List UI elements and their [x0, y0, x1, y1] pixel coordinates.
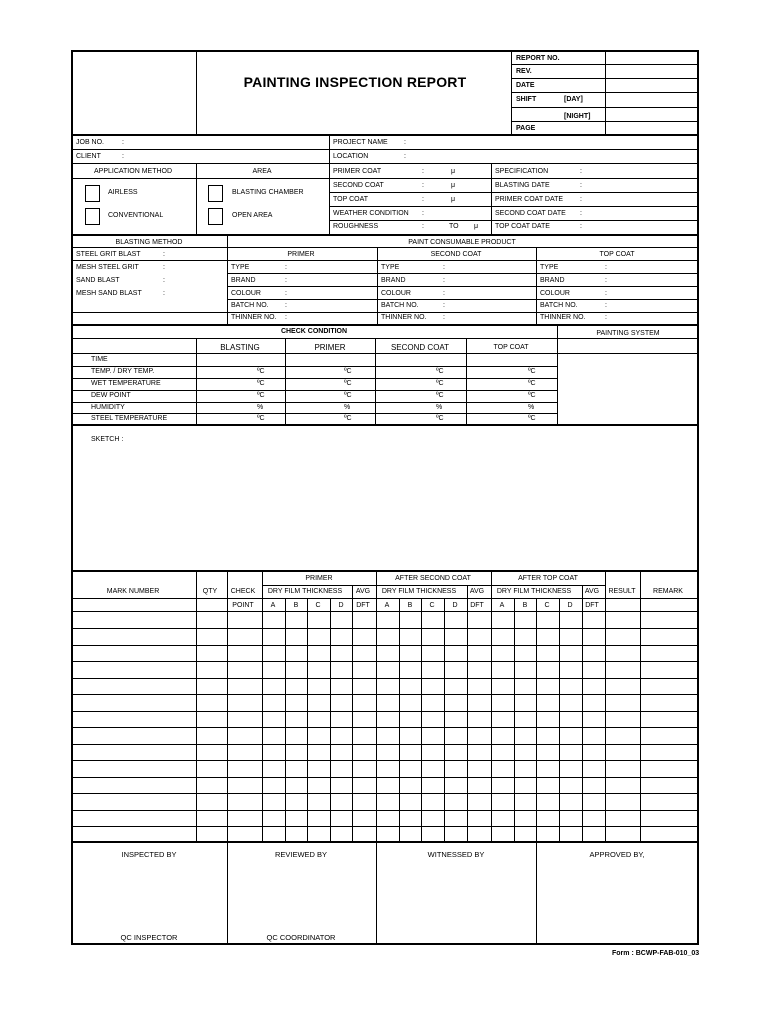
dft-label: DFT: [356, 602, 370, 609]
grid-line: [399, 599, 400, 841]
grid-line: [285, 599, 286, 841]
sketch-label: SKETCH :: [91, 436, 124, 443]
remark-header: REMARK: [653, 588, 683, 595]
check-unit: ºC: [528, 415, 536, 422]
paint-top-coat-header: TOP COAT: [599, 251, 635, 258]
grid-line: [559, 599, 560, 841]
open-area-label: OPEN AREA: [232, 212, 273, 219]
dft-after-top-header: AFTER TOP COAT: [518, 575, 578, 582]
date-label: DATE: [516, 82, 535, 89]
qty-header: QTY: [202, 588, 218, 595]
conventional-checkbox[interactable]: [85, 208, 100, 225]
row-line: [72, 402, 558, 403]
table-row: [72, 645, 698, 646]
colon: :: [285, 277, 287, 284]
top-type-label: TYPE: [540, 264, 559, 271]
mesh-steel-grit-label: MESH STEEL GRIT: [76, 264, 139, 271]
check-header: CHECK: [230, 588, 256, 595]
grid-line: [491, 571, 492, 841]
grid-line: [536, 599, 537, 841]
row-line: [72, 378, 558, 379]
check-unit: ºC: [528, 392, 536, 399]
colon: :: [580, 210, 582, 217]
blasting-method-header: BLASTING METHOD: [115, 239, 183, 246]
primer-thinner-label: THINNER NO.: [231, 314, 277, 321]
check-unit: %: [344, 404, 351, 411]
primer-batch-label: BATCH NO.: [231, 302, 269, 309]
colon: :: [285, 290, 287, 297]
check-unit: ºC: [436, 368, 444, 375]
grid-line: [640, 571, 641, 841]
primer-brand-label: BRAND: [231, 277, 256, 284]
check-unit: ºC: [344, 380, 352, 387]
check-unit: ºC: [257, 368, 265, 375]
colon: :: [580, 223, 582, 230]
project-name-label: PROJECT NAME: [333, 139, 388, 146]
check-unit: ºC: [257, 380, 265, 387]
dft-col-b: B: [293, 602, 299, 609]
colon: :: [580, 168, 582, 175]
colon: :: [422, 168, 424, 175]
colon: :: [443, 277, 445, 284]
dft-label: DFT: [585, 602, 599, 609]
top-coat-label: TOP COAT: [333, 196, 369, 203]
conventional-label: CONVENTIONAL: [108, 212, 164, 219]
inspected-by-label: INSPECTED BY: [121, 850, 177, 859]
second-type-label: TYPE: [381, 264, 400, 271]
table-row: [72, 711, 698, 712]
mesh-sand-blast-label: MESH SAND BLAST: [76, 290, 142, 297]
check-row-label: WET TEMPERATURE: [91, 380, 161, 387]
primer-coat-date-label: PRIMER COAT DATE: [495, 196, 564, 203]
colon: :: [443, 314, 445, 321]
grid-line: [421, 599, 422, 841]
colon: :: [605, 302, 607, 309]
colon: :: [163, 251, 165, 258]
location-label: LOCATION: [333, 153, 369, 160]
dft-col-c: C: [315, 602, 321, 609]
second-avg-header: AVG: [469, 588, 485, 595]
colon: :: [580, 196, 582, 203]
check-row-label: HUMIDITY: [91, 404, 125, 411]
mark-number-header: MARK NUMBER: [106, 588, 160, 595]
report-no-label: REPORT NO.: [516, 55, 560, 62]
colon: :: [580, 182, 582, 189]
paint-consumable-header: PAINT CONSUMABLE PRODUCT: [408, 239, 516, 246]
grid-line: [605, 571, 606, 841]
top-dft-header: DRY FILM THICKNESS: [496, 588, 572, 595]
colon: :: [422, 223, 424, 230]
colon: :: [443, 264, 445, 271]
shift-day: [DAY]: [564, 96, 583, 103]
dft-col-d: D: [567, 602, 573, 609]
check-row-label: STEEL TEMPERATURE: [91, 415, 168, 422]
form-title: PAINTING INSPECTION REPORT: [243, 74, 467, 90]
grid-line: [444, 599, 445, 841]
colon: :: [605, 264, 607, 271]
check-row-label: TIME: [91, 356, 108, 363]
top-colour-label: COLOUR: [540, 290, 570, 297]
dft-col-c: C: [544, 602, 550, 609]
colon: :: [443, 290, 445, 297]
check-blasting-header: BLASTING: [220, 343, 260, 352]
row-line: [72, 413, 558, 414]
check-unit: ºC: [257, 415, 265, 422]
blasting-chamber-checkbox[interactable]: [208, 185, 223, 202]
check-row-label: TEMP. / DRY TEMP.: [91, 368, 155, 375]
grid-line: [582, 586, 583, 841]
check-unit: ºC: [528, 380, 536, 387]
top-avg-header: AVG: [584, 588, 600, 595]
check-unit: ºC: [344, 392, 352, 399]
grid-line: [227, 571, 228, 841]
table-row: [72, 760, 698, 761]
table-row: [72, 628, 698, 629]
second-coat-date-label: SECOND COAT DATE: [495, 210, 566, 217]
witnessed-by-label: WITNESSED BY: [427, 850, 485, 859]
border-bottom: [71, 943, 699, 945]
table-row: [72, 744, 698, 745]
micron-unit: μ: [451, 168, 456, 175]
dft-col-a: A: [499, 602, 505, 609]
colon: :: [422, 182, 424, 189]
grid-line: [467, 586, 468, 841]
colon: :: [605, 277, 607, 284]
table-row: [72, 678, 698, 679]
dft-col-d: D: [338, 602, 344, 609]
table-row: [72, 810, 698, 811]
steel-grit-blast-label: STEEL GRIT BLAST: [76, 251, 141, 258]
check-top-coat-header: TOP COAT: [493, 344, 529, 351]
blasting-chamber-label: BLASTING CHAMBER: [232, 189, 304, 196]
painting-system-header: PAINTING SYSTEM: [596, 330, 660, 337]
colon: :: [285, 264, 287, 271]
dft-col-b: B: [407, 602, 413, 609]
result-header: RESULT: [608, 588, 636, 595]
shift-night: [NIGHT]: [564, 113, 591, 120]
open-area-checkbox[interactable]: [208, 208, 223, 225]
blasting-date-label: BLASTING DATE: [495, 182, 550, 189]
rev-label: REV.: [516, 68, 532, 75]
dft-label: DFT: [470, 602, 484, 609]
specification-label: SPECIFICATION: [495, 168, 549, 175]
dft-primer-header: PRIMER: [305, 575, 333, 582]
top-batch-label: BATCH NO.: [540, 302, 578, 309]
table-row: [72, 694, 698, 695]
check-row-label: DEW POINT: [91, 392, 131, 399]
second-thinner-label: THINNER NO.: [381, 314, 427, 321]
grid-line: [514, 599, 515, 841]
airless-checkbox[interactable]: [85, 185, 100, 202]
grid-line: [376, 571, 377, 841]
colon: :: [422, 196, 424, 203]
check-unit: %: [528, 404, 535, 411]
micron-unit: μ: [451, 196, 456, 203]
row-line: [72, 366, 558, 367]
roughness-label: ROUGHNESS: [333, 223, 379, 230]
check-primer-header: PRIMER: [314, 343, 346, 352]
shift-label: SHIFT: [516, 96, 537, 103]
colon: :: [605, 314, 607, 321]
table-row: [72, 793, 698, 794]
colon: :: [122, 153, 124, 160]
client-label: CLIENT: [76, 153, 101, 160]
second-brand-label: BRAND: [381, 277, 406, 284]
dft-col-b: B: [522, 602, 528, 609]
check-unit: ºC: [344, 415, 352, 422]
grid-line: [352, 586, 353, 841]
top-coat-date-label: TOP COAT DATE: [495, 223, 550, 230]
table-row: [72, 661, 698, 662]
check-unit: %: [257, 404, 264, 411]
area-header: AREA: [252, 168, 272, 175]
check-unit: ºC: [344, 368, 352, 375]
colon: :: [285, 302, 287, 309]
top-brand-label: BRAND: [540, 277, 565, 284]
form-code: Form : BCWP-FAB-010_03: [612, 950, 700, 957]
second-colour-label: COLOUR: [381, 290, 411, 297]
qc-inspector-label: QC INSPECTOR: [120, 933, 178, 942]
micron-unit: μ: [474, 223, 479, 230]
grid-line: [307, 599, 308, 841]
application-method-header: APPLICATION METHOD: [93, 168, 173, 175]
dft-col-d: D: [452, 602, 458, 609]
qc-coordinator-label: QC COORDINATOR: [266, 933, 336, 942]
sand-blast-label: SAND BLAST: [76, 277, 120, 284]
colon: :: [163, 264, 165, 271]
table-row: [72, 826, 698, 827]
second-dft-header: DRY FILM THICKNESS: [381, 588, 457, 595]
colon: :: [163, 277, 165, 284]
colon: :: [605, 290, 607, 297]
paint-primer-header: PRIMER: [287, 251, 315, 258]
check-unit: ºC: [436, 380, 444, 387]
primer-coat-label: PRIMER COAT: [333, 168, 382, 175]
check-unit: %: [436, 404, 443, 411]
job-no-label: JOB NO.: [76, 139, 105, 146]
second-batch-label: BATCH NO.: [381, 302, 419, 309]
check-unit: ºC: [436, 415, 444, 422]
point-header: POINT: [232, 602, 254, 609]
to-label: TO: [449, 223, 459, 230]
micron-unit: μ: [451, 182, 456, 189]
row-line: [72, 390, 558, 391]
check-second-coat-header: SECOND COAT: [390, 343, 450, 352]
colon: :: [122, 139, 124, 146]
primer-dft-header: DRY FILM THICKNESS: [267, 588, 343, 595]
dft-after-second-header: AFTER SECOND COAT: [395, 575, 471, 582]
primer-colour-label: COLOUR: [231, 290, 261, 297]
colon: :: [285, 314, 287, 321]
weather-condition-label: WEATHER CONDITION: [333, 210, 409, 217]
colon: :: [422, 210, 424, 217]
paint-second-coat-header: SECOND COAT: [430, 251, 482, 258]
second-coat-label: SECOND COAT: [333, 182, 384, 189]
top-thinner-label: THINNER NO.: [540, 314, 586, 321]
colon: :: [404, 139, 406, 146]
table-row: [72, 777, 698, 778]
check-unit: ºC: [436, 392, 444, 399]
primer-type-label: TYPE: [231, 264, 250, 271]
primer-avg-header: AVG: [355, 588, 371, 595]
grid-line: [262, 571, 263, 841]
colon: :: [443, 302, 445, 309]
airless-label: AIRLESS: [108, 189, 138, 196]
page-label: PAGE: [516, 125, 536, 132]
table-row: [72, 727, 698, 728]
dft-col-a: A: [270, 602, 276, 609]
colon: :: [163, 290, 165, 297]
approved-by-label: APPROVED BY,: [589, 850, 645, 859]
colon: :: [404, 153, 406, 160]
check-condition-header: CHECK CONDITION: [280, 328, 348, 335]
grid-line: [196, 571, 197, 841]
reviewed-by-label: REVIEWED BY: [274, 850, 328, 859]
grid-line: [330, 599, 331, 841]
dft-col-a: A: [384, 602, 390, 609]
check-unit: ºC: [528, 368, 536, 375]
dft-col-c: C: [429, 602, 435, 609]
check-unit: ºC: [257, 392, 265, 399]
